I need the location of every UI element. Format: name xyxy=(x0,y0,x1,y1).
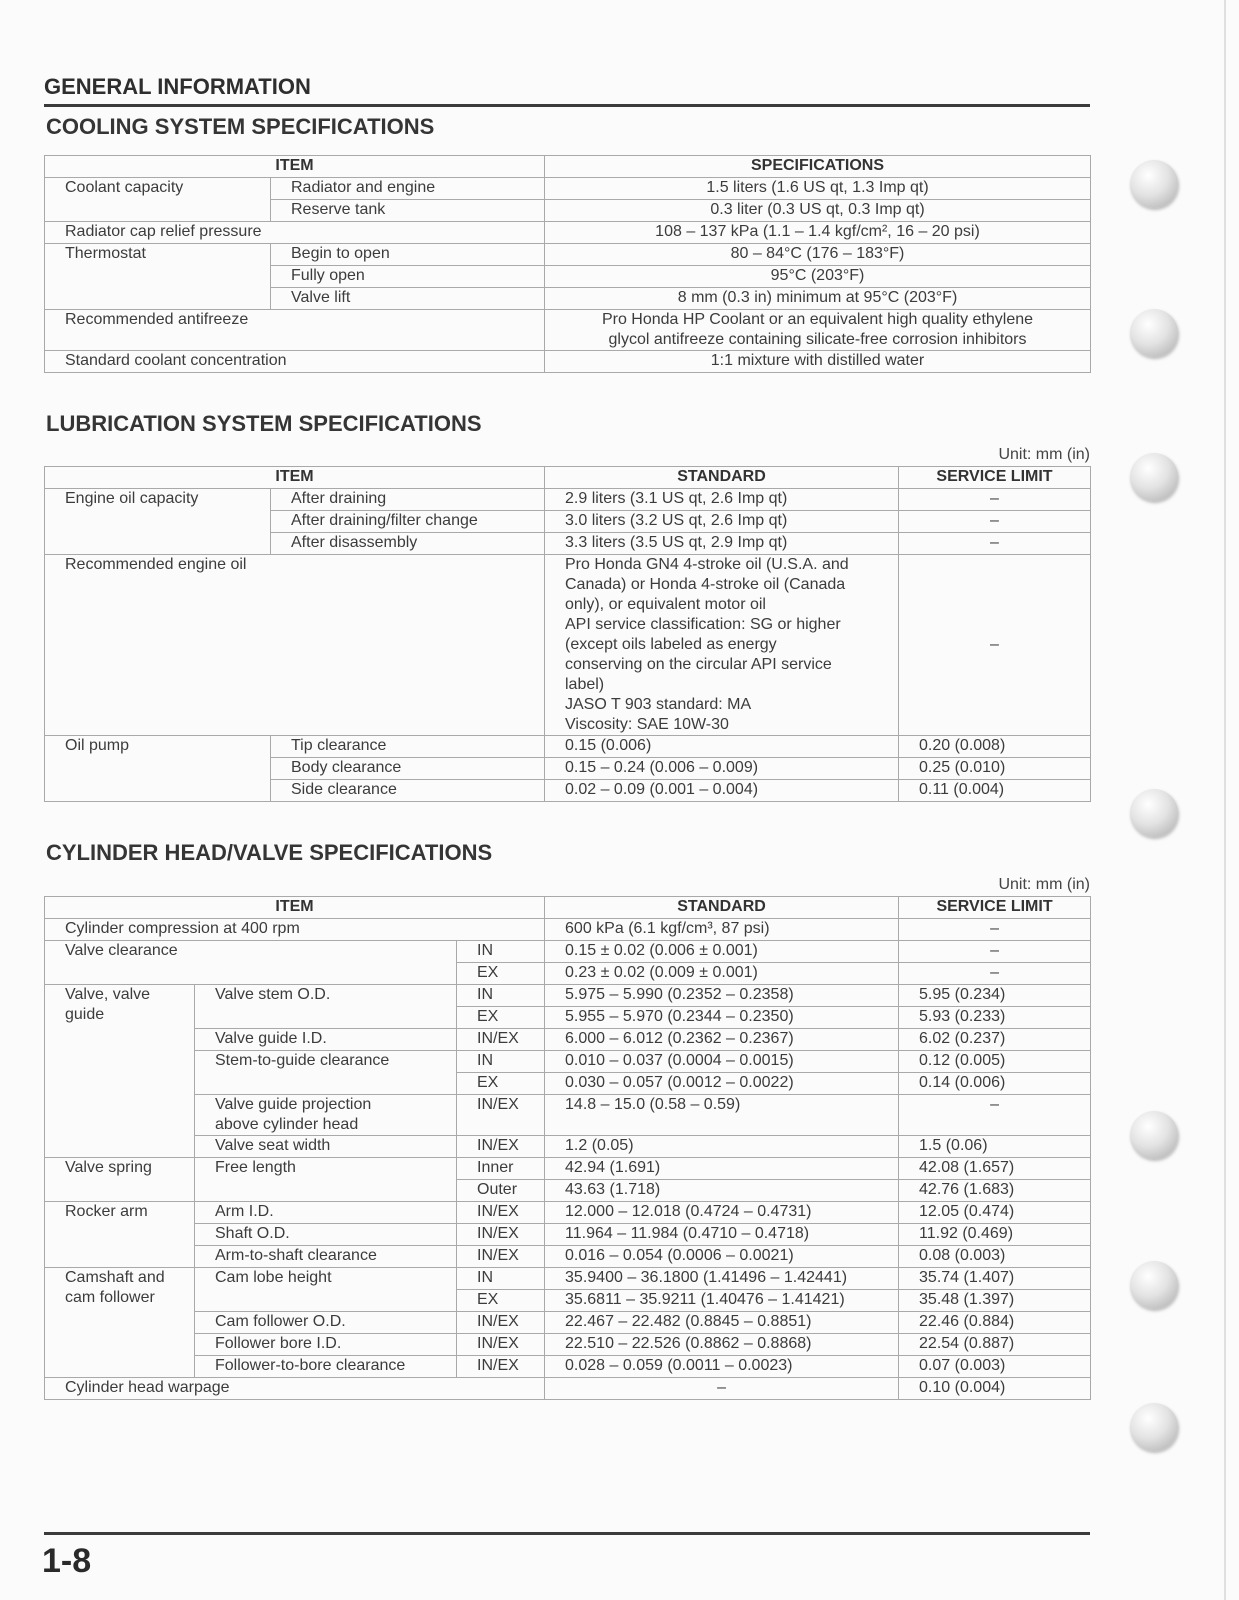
limit-value: 1.5 (0.06) xyxy=(899,1136,1091,1158)
subitem-label: Reserve tank xyxy=(271,200,545,222)
subitem-label: Tip clearance xyxy=(271,736,545,758)
subitem-label: Cam lobe height xyxy=(195,1268,457,1312)
item-label: Valve clearance xyxy=(45,941,457,985)
spec-value: 1:1 mixture with distilled water xyxy=(545,351,1091,373)
table-header-row xyxy=(45,467,1091,489)
side-label: IN/EX xyxy=(457,1224,545,1246)
table-row xyxy=(45,351,1091,373)
subitem-label: Valve lift xyxy=(271,288,545,310)
item-label: Oil pump xyxy=(45,736,271,802)
standard-value: 5.955 – 5.970 (0.2344 – 0.2350) xyxy=(545,1007,899,1029)
subitem-label: Side clearance xyxy=(271,780,545,802)
table-row xyxy=(45,1095,1091,1136)
binder-hole xyxy=(1130,1403,1178,1451)
standard-value: 42.94 (1.691) xyxy=(545,1158,899,1180)
limit-value: – xyxy=(899,941,1091,963)
subitem-label: Arm I.D. xyxy=(195,1202,457,1224)
standard-value: 35.9400 – 36.1800 (1.41496 – 1.42441) xyxy=(545,1268,899,1290)
spec-value: 80 – 84°C (176 – 183°F) xyxy=(545,244,1091,266)
table-row xyxy=(45,555,1091,736)
standard-value: 2.9 liters (3.1 US qt, 2.6 Imp qt) xyxy=(545,489,899,511)
subitem-label: Valve stem O.D. xyxy=(195,985,457,1029)
standard-value: 3.3 liters (3.5 US qt, 2.9 Imp qt) xyxy=(545,533,899,555)
binder-hole xyxy=(1130,453,1178,501)
standard-value: – xyxy=(545,1378,899,1400)
limit-value: – xyxy=(899,555,1091,736)
limit-value: 5.93 (0.233) xyxy=(899,1007,1091,1029)
table-row xyxy=(45,1356,1091,1378)
limit-value: – xyxy=(899,919,1091,941)
spec-value: 95°C (203°F) xyxy=(545,266,1091,288)
table-row xyxy=(45,1158,1091,1180)
limit-value: – xyxy=(899,1095,1091,1136)
subitem-label: Arm-to-shaft clearance xyxy=(195,1246,457,1268)
table-row xyxy=(45,222,1091,244)
limit-value: 35.74 (1.407) xyxy=(899,1268,1091,1290)
limit-value: 0.11 (0.004) xyxy=(899,780,1091,802)
side-label: IN/EX xyxy=(457,1246,545,1268)
standard-value: 22.510 – 22.526 (0.8862 – 0.8868) xyxy=(545,1334,899,1356)
limit-header: SERVICE LIMIT xyxy=(899,897,1091,919)
subitem-label-line: Valve guide projection xyxy=(215,1096,372,1113)
limit-value: 11.92 (0.469) xyxy=(899,1224,1091,1246)
standard-value: 0.030 – 0.057 (0.0012 – 0.0022) xyxy=(545,1073,899,1095)
subitem-label: Radiator and engine xyxy=(271,178,545,200)
limit-value: – xyxy=(899,511,1091,533)
table-row xyxy=(45,178,1091,200)
spec-value: 108 – 137 kPa (1.1 – 1.4 kgf/cm², 16 – 20 psi) xyxy=(545,222,1091,244)
side-label: EX xyxy=(457,963,545,985)
spec-line: conserving on the circular API service xyxy=(565,656,832,673)
item-header: ITEM xyxy=(45,467,545,489)
standard-header: STANDARD xyxy=(545,467,899,489)
standard-value: 600 kPa (6.1 kgf/cm³, 87 psi) xyxy=(545,919,899,941)
standard-value: 0.15 ± 0.02 (0.006 ± 0.001) xyxy=(545,941,899,963)
subitem-label: Body clearance xyxy=(271,758,545,780)
binder-hole xyxy=(1130,309,1178,357)
cooling-section-title: COOLING SYSTEM SPECIFICATIONS xyxy=(46,114,435,139)
page-number: 1-8 xyxy=(42,1542,92,1580)
limit-value: 0.25 (0.010) xyxy=(899,758,1091,780)
item-label: Thermostat xyxy=(45,244,271,310)
binder-hole xyxy=(1130,1261,1178,1309)
table-row xyxy=(45,1378,1091,1400)
limit-value: 12.05 (0.474) xyxy=(899,1202,1091,1224)
side-label: IN/EX xyxy=(457,1029,545,1051)
spec-value: 0.3 liter (0.3 US qt, 0.3 Imp qt) xyxy=(545,200,1091,222)
table-row xyxy=(45,1334,1091,1356)
item-label: Engine oil capacity xyxy=(45,489,271,555)
spec-header: SPECIFICATIONS xyxy=(545,156,1091,178)
subitem-label: Free length xyxy=(195,1158,457,1202)
spec-line: Pro Honda HP Coolant or an equivalent high quality ethylene xyxy=(601,311,1034,328)
standard-value: 0.02 – 0.09 (0.001 – 0.004) xyxy=(545,780,899,802)
standard-value: 5.975 – 5.990 (0.2352 – 0.2358) xyxy=(545,985,899,1007)
standard-value: 0.028 – 0.059 (0.0011 – 0.0023) xyxy=(545,1356,899,1378)
side-label: IN xyxy=(457,1051,545,1073)
table-row xyxy=(45,736,1091,758)
standard-value: 0.010 – 0.037 (0.0004 – 0.0015) xyxy=(545,1051,899,1073)
standard-value: 11.964 – 11.984 (0.4710 – 0.4718) xyxy=(545,1224,899,1246)
footer-rule xyxy=(44,1532,1090,1535)
limit-value: 0.20 (0.008) xyxy=(899,736,1091,758)
side-label: EX xyxy=(457,1007,545,1029)
table-row xyxy=(45,1246,1091,1268)
limit-value: 22.54 (0.887) xyxy=(899,1334,1091,1356)
table-row xyxy=(45,310,1091,351)
limit-value: – xyxy=(899,489,1091,511)
cylinder-spec-table xyxy=(44,896,1091,1400)
limit-value: 0.14 (0.006) xyxy=(899,1073,1091,1095)
table-row xyxy=(45,1312,1091,1334)
subitem-label: Fully open xyxy=(271,266,545,288)
lubrication-section-title: LUBRICATION SYSTEM SPECIFICATIONS xyxy=(46,411,482,436)
standard-value: 43.63 (1.718) xyxy=(545,1180,899,1202)
limit-value: – xyxy=(899,533,1091,555)
unit-label: Unit: mm (in) xyxy=(998,876,1090,893)
standard-value: 6.000 – 6.012 (0.2362 – 0.2367) xyxy=(545,1029,899,1051)
subitem-label: Shaft O.D. xyxy=(195,1224,457,1246)
side-label: Inner xyxy=(457,1158,545,1180)
limit-value: 42.76 (1.683) xyxy=(899,1180,1091,1202)
table-row xyxy=(45,1268,1091,1290)
limit-value: 35.48 (1.397) xyxy=(899,1290,1091,1312)
limit-value: 0.10 (0.004) xyxy=(899,1378,1091,1400)
standard-value xyxy=(545,555,899,736)
side-label: Outer xyxy=(457,1180,545,1202)
spec-line: Canada) or Honda 4-stroke oil (Canada xyxy=(565,576,846,593)
subitem-label: Stem-to-guide clearance xyxy=(195,1051,457,1095)
binder-hole xyxy=(1130,160,1178,208)
standard-value: 0.15 – 0.24 (0.006 – 0.009) xyxy=(545,758,899,780)
limit-value: 6.02 (0.237) xyxy=(899,1029,1091,1051)
limit-value: 5.95 (0.234) xyxy=(899,985,1091,1007)
spec-value xyxy=(545,310,1091,351)
item-label-line: Valve, valve xyxy=(65,986,151,1003)
spec-line: Pro Honda GN4 4-stroke oil (U.S.A. and xyxy=(565,556,849,573)
item-label: Valve spring xyxy=(45,1158,195,1202)
limit-header: SERVICE LIMIT xyxy=(899,467,1091,489)
side-label: IN xyxy=(457,985,545,1007)
limit-value: 0.12 (0.005) xyxy=(899,1051,1091,1073)
item-label-line: guide xyxy=(65,1006,105,1023)
item-label xyxy=(45,985,195,1158)
spec-line: JASO T 903 standard: MA xyxy=(565,696,752,713)
item-label: Recommended antifreeze xyxy=(45,310,545,351)
subitem-label: After disassembly xyxy=(271,533,545,555)
side-label: IN/EX xyxy=(457,1334,545,1356)
spec-line: glycol antifreeze containing silicate-free corrosion inhibitors xyxy=(608,331,1027,348)
side-label: IN/EX xyxy=(457,1312,545,1334)
item-label xyxy=(45,1268,195,1378)
standard-header: STANDARD xyxy=(545,897,899,919)
side-label: EX xyxy=(457,1073,545,1095)
spec-value: 1.5 liters (1.6 US qt, 1.3 Imp qt) xyxy=(545,178,1091,200)
standard-value: 0.016 – 0.054 (0.0006 – 0.0021) xyxy=(545,1246,899,1268)
subitem-label xyxy=(195,1095,457,1136)
header-rule xyxy=(44,104,1090,107)
subitem-label-line: above cylinder head xyxy=(215,1116,359,1133)
spec-line: (except oils labeled as energy xyxy=(565,636,777,653)
item-label: Rocker arm xyxy=(45,1202,195,1268)
standard-value: 0.23 ± 0.02 (0.009 ± 0.001) xyxy=(545,963,899,985)
spec-line: Viscosity: SAE 10W-30 xyxy=(565,716,729,733)
cooling-spec-table xyxy=(44,155,1091,373)
table-row xyxy=(45,1051,1091,1073)
binder-hole xyxy=(1130,1111,1178,1159)
standard-value: 0.15 (0.006) xyxy=(545,736,899,758)
limit-value: 42.08 (1.657) xyxy=(899,1158,1091,1180)
limit-value: 22.46 (0.884) xyxy=(899,1312,1091,1334)
table-header-row xyxy=(45,897,1091,919)
spec-line: only), or equivalent motor oil xyxy=(565,596,766,613)
binder-hole xyxy=(1130,789,1178,837)
limit-value: – xyxy=(899,963,1091,985)
chapter-title: GENERAL INFORMATION xyxy=(44,74,311,99)
standard-value: 3.0 liters (3.2 US qt, 2.6 Imp qt) xyxy=(545,511,899,533)
subitem-label: Cam follower O.D. xyxy=(195,1312,457,1334)
item-label: Recommended engine oil xyxy=(45,555,545,736)
table-row xyxy=(45,985,1091,1007)
subitem-label: Valve guide I.D. xyxy=(195,1029,457,1051)
table-row xyxy=(45,489,1091,511)
table-row xyxy=(45,1202,1091,1224)
side-label: IN xyxy=(457,1268,545,1290)
standard-value: 35.6811 – 35.9211 (1.40476 – 1.41421) xyxy=(545,1290,899,1312)
item-label: Cylinder compression at 400 rpm xyxy=(45,919,545,941)
subitem-label: Follower-to-bore clearance xyxy=(195,1356,457,1378)
limit-value: 0.07 (0.003) xyxy=(899,1356,1091,1378)
side-label: IN xyxy=(457,941,545,963)
subitem-label: Valve seat width xyxy=(195,1136,457,1158)
table-row xyxy=(45,941,1091,963)
table-row xyxy=(45,919,1091,941)
side-label: IN/EX xyxy=(457,1095,545,1136)
subitem-label: Follower bore I.D. xyxy=(195,1334,457,1356)
table-header-row xyxy=(45,156,1091,178)
side-label: IN/EX xyxy=(457,1136,545,1158)
standard-value: 14.8 – 15.0 (0.58 – 0.59) xyxy=(545,1095,899,1136)
item-label: Standard coolant concentration xyxy=(45,351,545,373)
unit-label: Unit: mm (in) xyxy=(998,446,1090,463)
item-label: Coolant capacity xyxy=(45,178,271,222)
side-label: IN/EX xyxy=(457,1356,545,1378)
standard-value: 12.000 – 12.018 (0.4724 – 0.4731) xyxy=(545,1202,899,1224)
spec-line: label) xyxy=(565,676,605,693)
spec-line: API service classification: SG or higher xyxy=(565,616,841,633)
item-header: ITEM xyxy=(45,897,545,919)
page-edge xyxy=(1224,0,1226,1600)
side-label: IN/EX xyxy=(457,1202,545,1224)
limit-value: 0.08 (0.003) xyxy=(899,1246,1091,1268)
spec-value: 8 mm (0.3 in) minimum at 95°C (203°F) xyxy=(545,288,1091,310)
subitem-label: After draining/filter change xyxy=(271,511,545,533)
item-label-line: cam follower xyxy=(65,1289,155,1306)
subitem-label: After draining xyxy=(271,489,545,511)
table-row xyxy=(45,1224,1091,1246)
subitem-label: Begin to open xyxy=(271,244,545,266)
standard-value: 1.2 (0.05) xyxy=(545,1136,899,1158)
table-row xyxy=(45,1029,1091,1051)
item-header: ITEM xyxy=(45,156,545,178)
table-row xyxy=(45,244,1091,266)
item-label-line: Camshaft and xyxy=(65,1269,165,1286)
cylinder-section-title: CYLINDER HEAD/VALVE SPECIFICATIONS xyxy=(46,840,493,865)
item-label: Radiator cap relief pressure xyxy=(45,222,545,244)
lubrication-spec-table xyxy=(44,466,1091,802)
item-label: Cylinder head warpage xyxy=(45,1378,545,1400)
standard-value: 22.467 – 22.482 (0.8845 – 0.8851) xyxy=(545,1312,899,1334)
side-label: EX xyxy=(457,1290,545,1312)
table-row xyxy=(45,1136,1091,1158)
